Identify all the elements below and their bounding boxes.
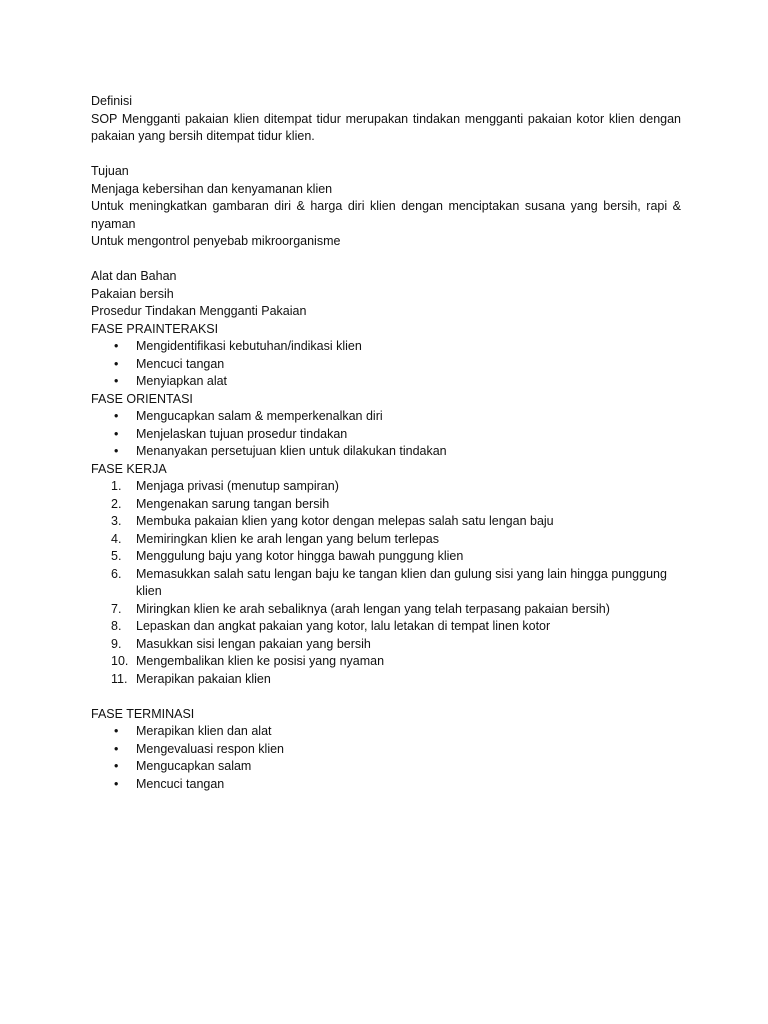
tujuan-line: Untuk mengontrol penyebab mikroorganisme	[91, 234, 341, 248]
list-item: 11. Merapikan pakaian klien	[91, 671, 681, 689]
alat-heading: Alat dan Bahan	[91, 269, 177, 283]
fase-orientasi-heading: FASE ORIENTASI	[91, 391, 193, 406]
item-number: 4.	[111, 531, 122, 546]
list-item: 10. Mengembalikan klien ke posisi yang nyaman	[91, 653, 681, 671]
tujuan-heading: Tujuan	[91, 164, 129, 178]
item-number: 9.	[111, 636, 122, 651]
bullet-icon: •	[114, 741, 119, 756]
bullet-icon: •	[114, 374, 119, 388]
list-item: • Menyiapkan alat	[91, 373, 681, 391]
bullet-icon: •	[114, 426, 119, 441]
bullet-icon: •	[114, 759, 119, 773]
spacer	[91, 251, 681, 269]
list-item: 1. Menjaga privasi (menutup sampiran)	[91, 478, 681, 496]
item-number: 6.	[111, 566, 122, 581]
item-number: 11.	[111, 671, 128, 686]
spacer	[91, 146, 681, 164]
document-body	[91, 93, 681, 793]
bullet-icon: •	[114, 724, 119, 738]
list-item: • Mencuci tangan	[91, 356, 681, 374]
item-number: 10.	[111, 654, 129, 668]
list-item: • Mencuci tangan	[91, 776, 681, 794]
item-number: 3.	[111, 514, 122, 528]
list-item: • Mengucapkan salam	[91, 758, 681, 776]
list-item: 3. Membuka pakaian klien yang kotor dengan melepas salah satu lengan baju	[91, 513, 681, 531]
fase-kerja-heading: FASE KERJA	[91, 461, 167, 476]
list-item: • Mengucapkan salam & memperkenalkan diri	[91, 408, 681, 426]
fase-prainteraksi-heading: FASE PRAINTERAKSI	[91, 321, 219, 336]
tujuan-line: Untuk meningkatkan gambaran diri & harga diri klien dengan menciptakan susana yang bersih, rapi & nyaman	[91, 199, 681, 231]
list-item: 8. Lepaskan dan angkat pakaian yang kotor, lalu letakan di tempat linen kotor	[91, 618, 681, 636]
bullet-icon: •	[114, 356, 119, 371]
fase-terminasi-list	[91, 723, 681, 793]
item-number: 1.	[111, 479, 122, 493]
definisi-heading: Definisi	[91, 94, 132, 108]
list-item: 5. Menggulung baju yang kotor hingga bawah punggung klien	[91, 548, 681, 566]
list-item: • Menanyakan persetujuan klien untuk dilakukan tindakan	[91, 443, 681, 461]
list-item: 6. Memasukkan salah satu lengan baju ke tangan klien dan gulung sisi yang lain hingga punggung klien	[111, 566, 667, 598]
definisi-text: SOP Mengganti pakaian klien ditempat tidur merupakan tindakan mengganti pakaian kotor klien dengan pakaian yang bersih ditempat tidur klien.	[91, 111, 681, 143]
bullet-icon: •	[114, 339, 119, 353]
list-item: • Merapikan klien dan alat	[91, 723, 681, 741]
tujuan-line: Menjaga kebersihan dan kenyamanan klien	[91, 181, 333, 196]
list-item: • Mengidentifikasi kebutuhan/indikasi klien	[91, 338, 681, 356]
spacer	[91, 688, 681, 706]
list-item: 9. Masukkan sisi lengan pakaian yang bersih	[91, 636, 681, 654]
list-item: • Mengevaluasi respon klien	[91, 741, 681, 759]
item-number: 7.	[111, 601, 122, 616]
list-item: 4. Memiringkan klien ke arah lengan yang belum terlepas	[91, 531, 681, 549]
item-number: 5.	[111, 549, 122, 563]
fase-terminasi-heading: FASE TERMINASI	[91, 706, 195, 721]
fase-orientasi-list	[91, 408, 681, 461]
list-item: 7. Miringkan klien ke arah sebaliknya (arah lengan yang telah terpasang pakaian bersih)	[91, 601, 681, 619]
list-item: 2. Mengenakan sarung tangan bersih	[91, 496, 681, 514]
prosedur-title: Prosedur Tindakan Mengganti Pakaian	[91, 304, 307, 318]
fase-kerja-list	[91, 478, 681, 688]
item-number: 8.	[111, 619, 122, 633]
bullet-icon: •	[114, 409, 119, 423]
item-number: 2.	[111, 496, 122, 511]
alat-item: Pakaian bersih	[91, 286, 174, 301]
list-item: • Menjelaskan tujuan prosedur tindakan	[91, 426, 681, 444]
bullet-icon: •	[114, 444, 119, 458]
fase-prainteraksi-list	[91, 338, 681, 391]
bullet-icon: •	[114, 776, 119, 791]
